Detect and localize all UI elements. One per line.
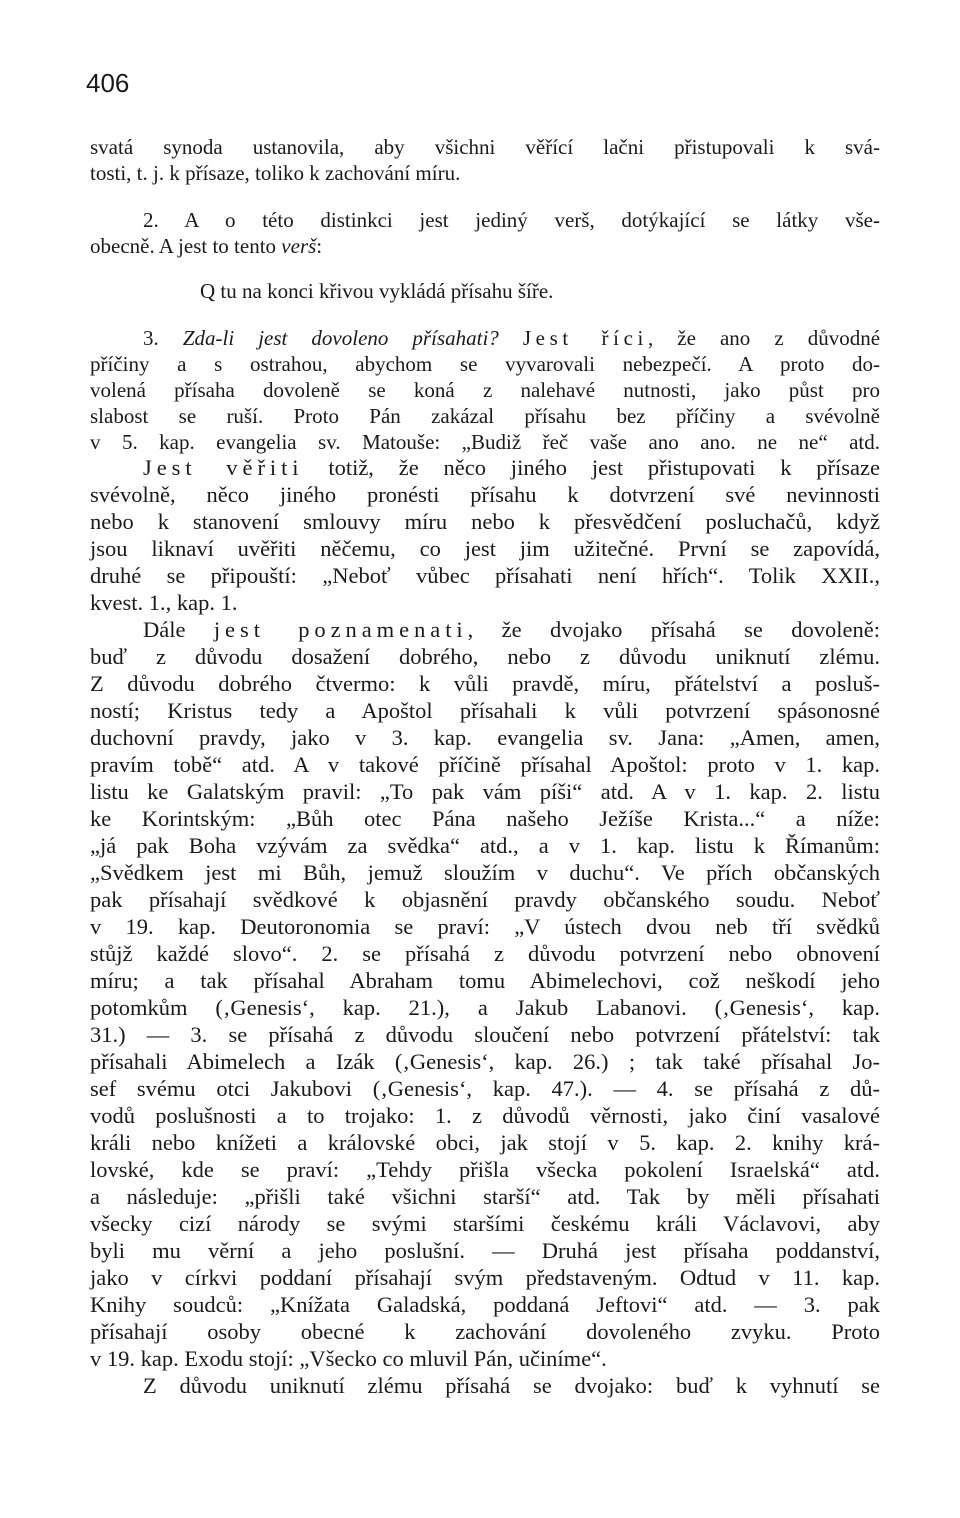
text-line: byli mu věrní a jeho poslušní. — Druhá jest přísaha poddanství, — [90, 1238, 880, 1263]
spaced-emphasis: Jest říci — [522, 326, 648, 350]
text-line: a následuje: „přišli také všichni starší“ atd. Tak by měli přísahati — [90, 1184, 880, 1209]
text-span: totiž, že něco jiného jest přistupovati k přísaze — [303, 455, 880, 480]
text-line: volená přísaha dovoleně se koná z nalehavé nutnosti, jako půst pro — [90, 378, 880, 402]
text-line: ností; Kristus tedy a Apoštol přísahali k vůli potvrzení spásonosné — [90, 698, 880, 723]
text-line: svatá synoda ustanovila, aby všichni věřící lačni přistupovali k svá- — [90, 135, 880, 159]
text-line — [143, 454, 880, 481]
italic-span: verš — [281, 234, 317, 258]
text-span: 3. — [143, 326, 183, 350]
text-line: kvest. 1., kap. 1. — [90, 590, 238, 615]
text-line — [90, 233, 880, 259]
text-line: 2. A o této distinkci jest jediný verš, dotýkající se látky vše- — [143, 208, 880, 232]
text-line: 31.) — 3. se přísahá z důvodu sloučení nebo potvrzení přátelství: tak — [90, 1022, 880, 1047]
text-line: králi nebo knížeti a královské obci, jak stojí v 5. kap. 2. knihy krá- — [90, 1130, 880, 1155]
text-line: v 19. kap. Exodu stojí: „Všecko co mluvil Pán, učiníme“. — [90, 1346, 607, 1371]
text-line: příčiny a s ostrahou, abychom se vyvarovali nebezpečí. A proto do- — [90, 352, 880, 376]
text-line: lovské, kde se praví: „Tehdy přišla všecka pokolení Israelská“ atd. — [90, 1157, 880, 1182]
text-line: „Svědkem jest mi Bůh, jemuž sloužím v duchu“. Ve přích občanských — [90, 860, 880, 885]
text-line: slabost se ruší. Proto Pán zakázal přísahu bez příčiny a svévolně — [90, 404, 880, 428]
text-line: pak přísahají svědkové k objasnění pravdy občanského soudu. Neboť — [90, 887, 880, 912]
text-span: , že dvojako přísahá se dovoleně: — [467, 617, 880, 642]
text-line: Q tu na konci křivou vykládá přísahu šíře. — [200, 279, 554, 303]
text-line: míru; a tak přísahal Abraham tomu Abimelechovi, což neškodí jeho — [90, 968, 880, 993]
text-line: sef svému otci Jakubovi (‚Genesis‘, kap. 47.). — 4. se přísahá z dů- — [90, 1076, 880, 1101]
text-line: vodů poslušnosti a to trojako: 1. z důvodů věrnosti, jako činí vasalové — [90, 1103, 880, 1128]
text-span: Dále — [143, 617, 214, 642]
text-line: Z důvodu uniknutí zlému přísahá se dvojako: buď k vyhnutí se — [143, 1373, 880, 1398]
text-line: přísahali Abimelech a Izák (‚Genesis‘, kap. 26.) ; tak také přísahal Jo- — [90, 1049, 880, 1074]
text-line: duchovní pravdy, jako v 3. kap. evangelia sv. Jana: „Amen, amen, — [90, 725, 880, 750]
text-line: potomkům (‚Genesis‘, kap. 21.), a Jakub Labanovi. (‚Genesis‘, kap. — [90, 995, 880, 1020]
text-line: svévolně, něco jiného pronésti přísahu k dotvrzení své nevinnosti — [90, 482, 880, 507]
italic-span: Zda-li jest dovoleno přísahati? — [182, 326, 499, 350]
text-line: v 5. kap. evangelia sv. Matouše: „Budiž řeč vaše ano ano. ne ne“ atd. — [90, 430, 880, 454]
text-line — [143, 325, 880, 351]
text-line: přísahají osoby obecné k zachování dovoleného zvyku. Proto — [90, 1319, 880, 1344]
text-line: nebo k stanovení smlouvy míru nebo k přesvědčení posluchačů, když — [90, 509, 880, 534]
text-line: jako v církvi poddaní přísahají svým představeným. Odtud v 11. kap. — [90, 1265, 880, 1290]
text-line: Knihy soudců: „Knížata Galadská, poddaná Jeftovi“ atd. — 3. pak — [90, 1292, 880, 1317]
text-line: tosti, t. j. k přísaze, toliko k zachování míru. — [90, 161, 461, 185]
spaced-emphasis: Jest věřiti — [143, 455, 304, 480]
text-line: v 19. kap. Deutoronomia se praví: „V ústech dvou neb tří svědků — [90, 914, 880, 939]
text-line: stůjž každé slovo“. 2. se přísahá z důvodu potvrzení nebo obnovení — [90, 941, 880, 966]
text-line: Z důvodu dobrého čtvermo: k vůli pravdě, míru, přátelství a posluš- — [90, 671, 880, 696]
text-line: druhé se připouští: „Neboť vůbec přísahati není hřích“. Tolik XXII., — [90, 563, 880, 588]
text-span: , že ano z důvodné — [647, 326, 881, 350]
page-number: 406 — [86, 68, 130, 98]
text-line: „já pak Boha vzývám za svědka“ atd., a v 1. kap. listu k Římanům: — [90, 833, 880, 858]
text-span — [499, 326, 523, 350]
text-line: pravím tobě“ atd. A v takové příčině přísahal Apoštol: proto v 1. kap. — [90, 752, 880, 777]
text-span: : — [316, 234, 323, 258]
text-line: všecky cizí národy se svými staršími českému králi Václavovi, aby — [90, 1211, 880, 1236]
text-line — [143, 616, 880, 643]
spaced-emphasis: jest poznamenati — [213, 617, 468, 642]
text-span: obecně. A jest to tento — [90, 234, 282, 258]
text-line: jsou liknaví uvěřiti něčemu, co jest jim užitečné. První se zapovídá, — [90, 536, 880, 561]
text-line: buď z důvodu dosažení dobrého, nebo z důvodu uniknutí zlému. — [90, 644, 880, 669]
text-line: listu ke Galatským pravil: „To pak vám píši“ atd. A v 1. kap. 2. listu — [90, 779, 880, 804]
text-line: ke Korintským: „Bůh otec Pána našeho Ježíše Krista...“ a níže: — [90, 806, 880, 831]
